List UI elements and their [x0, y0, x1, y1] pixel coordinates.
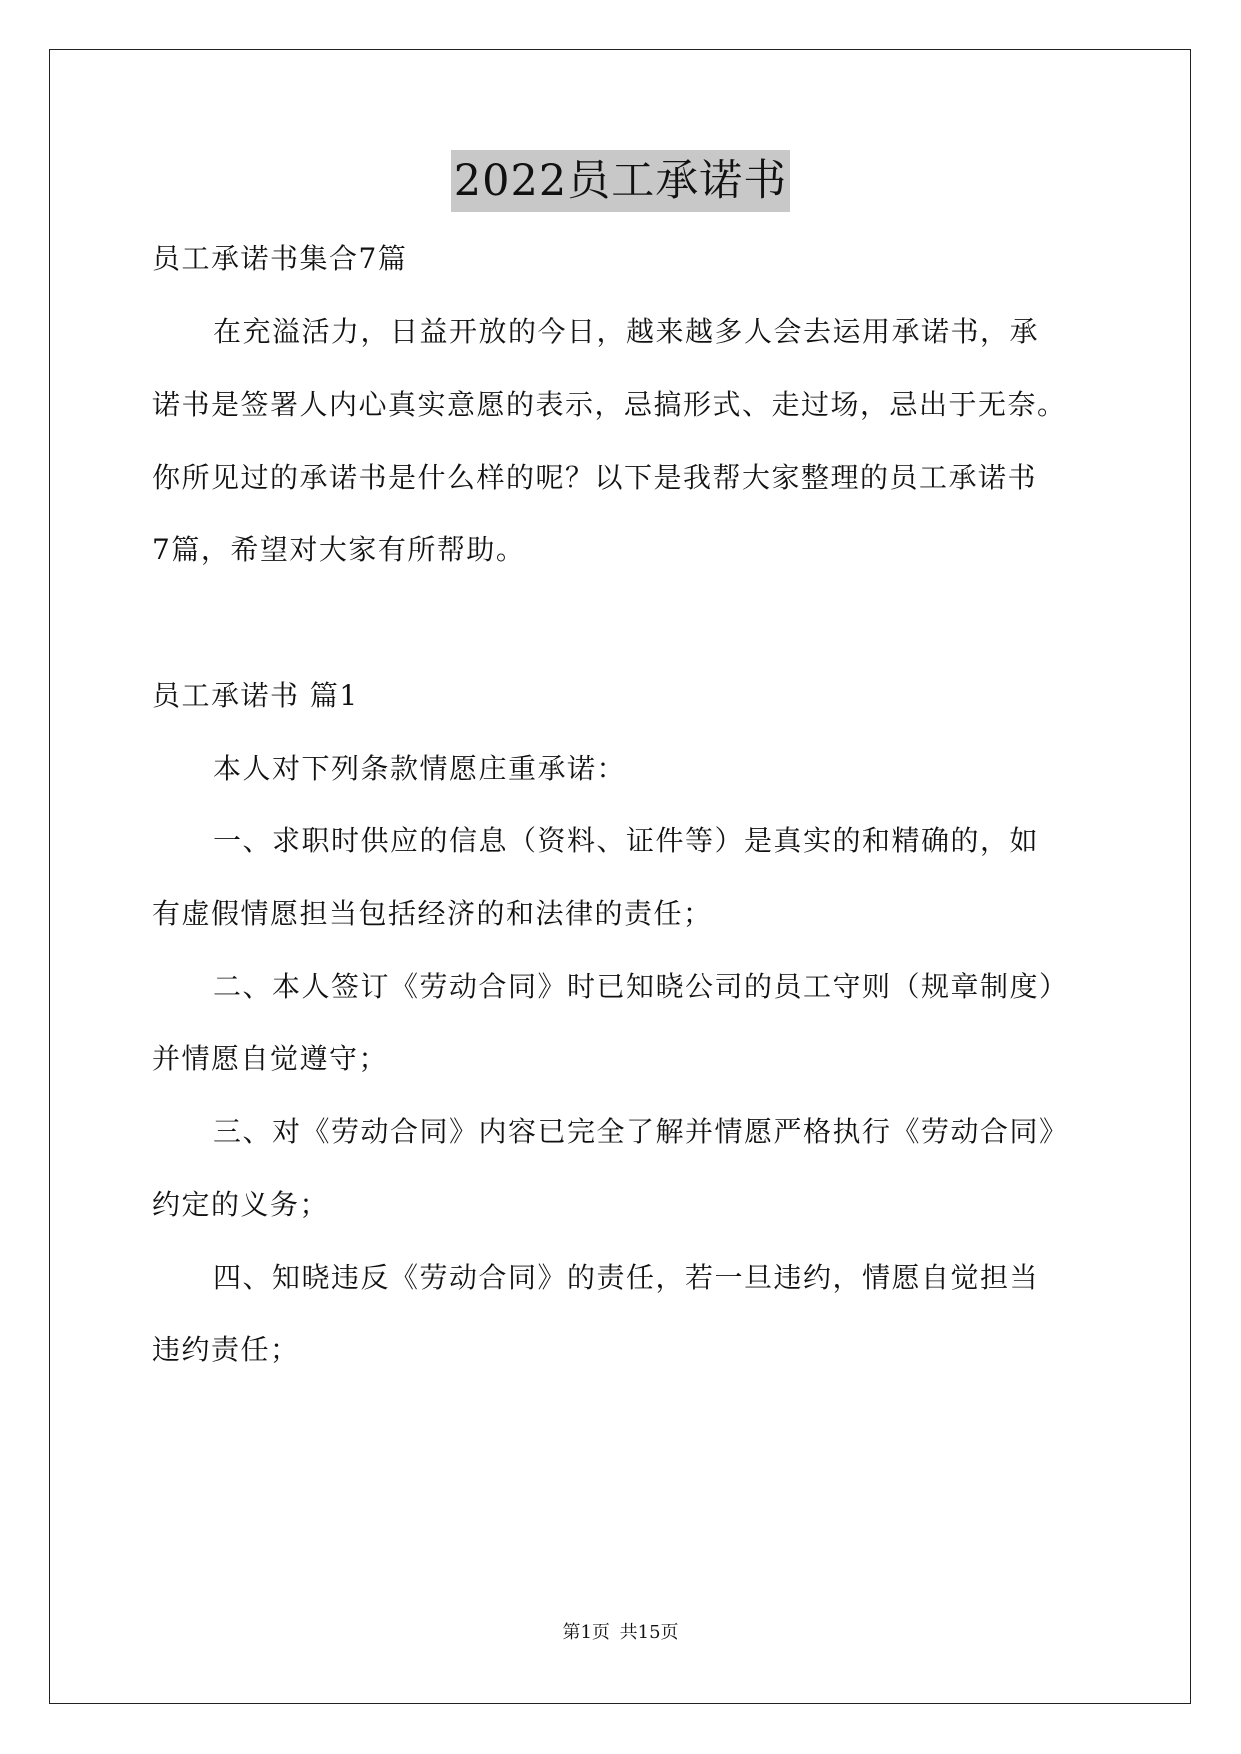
title-container: [0, 150, 1241, 212]
intro-line: 你所见过的承诺书是什么样的呢？以下是我帮大家整理的员工承诺书: [152, 461, 1038, 494]
page-footer: [0, 1621, 1241, 1645]
body-line: 一、求职时供应的信息（资料、证件等）是真实的和精确的，如: [213, 824, 1040, 857]
body-line: 约定的义务；: [152, 1188, 330, 1221]
body-line: 有虚假情愿担当包括经济的和法律的责任；: [152, 897, 713, 930]
document-title: 2022员工承诺书: [451, 150, 790, 212]
intro-line: 7篇，希望对大家有所帮助。: [152, 533, 526, 566]
body-line: 三、对《劳动合同》内容已完全了解并情愿严格执行《劳动合同》: [213, 1115, 1069, 1148]
intro-line: 在充溢活力，日益开放的今日，越来越多人会去运用承诺书，承: [213, 315, 1040, 348]
intro-line: 诺书是签署人内心真实意愿的表示，忌搞形式、走过场，忌出于无奈。: [152, 388, 1067, 421]
body-line: 二、本人签订《劳动合同》时已知晓公司的员工守则（规章制度）: [213, 970, 1069, 1003]
body-line: 违约责任；: [152, 1333, 300, 1366]
body-line: 本人对下列条款情愿庄重承诺：: [213, 752, 627, 785]
body-line: 四、知晓违反《劳动合同》的责任，若一旦违约，情愿自觉担当: [213, 1261, 1040, 1294]
document-subtitle: 员工承诺书集合7篇: [152, 242, 408, 275]
page-border: [49, 49, 1191, 1704]
section-heading: 员工承诺书 篇1: [152, 679, 359, 712]
page-total: 共15页: [619, 1622, 679, 1643]
page-number: 第1页: [562, 1622, 610, 1643]
body-line: 并情愿自觉遵守；: [152, 1042, 389, 1075]
